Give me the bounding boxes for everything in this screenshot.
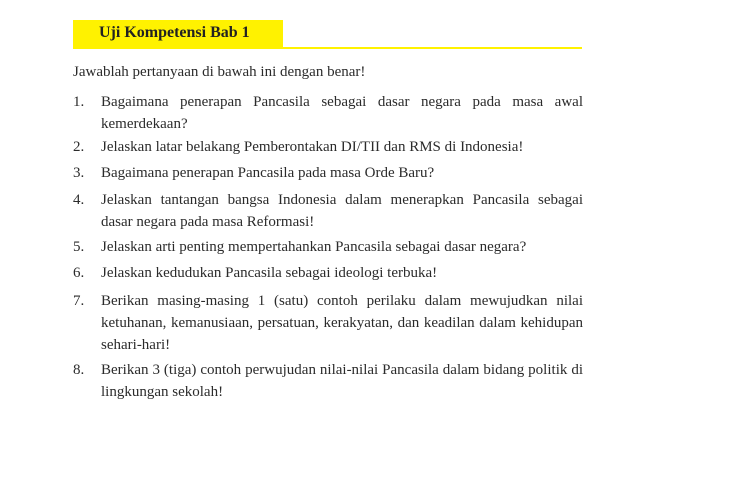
question-item: [73, 290, 583, 356]
question-item: [73, 236, 583, 258]
question-number: 7.: [73, 293, 85, 309]
question-text: Berikan masing-masing 1 (satu) contoh perilaku dalam mewujudkan nilai ketuhanan, kemanusiaan, persatuan, kerakyatan, dan keadilan dalam kehidupan sehari-hari!: [101, 293, 583, 353]
question-number: 5.: [73, 239, 85, 255]
question-text: Jelaskan kedudukan Pancasila sebagai ideologi terbuka!: [101, 265, 438, 281]
question-number: 3.: [73, 165, 85, 181]
section-title: Uji Kompetensi Bab 1: [99, 24, 250, 41]
question-text: Jelaskan tantangan bangsa Indonesia dalam menerapkan Pancasila sebagai dasar negara pada masa Reformasi!: [101, 192, 583, 230]
question-number: 2.: [73, 139, 85, 155]
question-text: Berikan 3 (tiga) contoh perwujudan nilai-nilai Pancasila dalam bidang politik di lingkungan sekolah!: [101, 362, 583, 400]
header-underline: [73, 47, 582, 49]
question-text: Bagaimana penerapan Pancasila sebagai dasar negara pada masa awal kemerdekaan?: [101, 94, 583, 132]
question-item: [73, 162, 583, 184]
question-item: [73, 262, 583, 284]
instructions: Jawablah pertanyaan di bawah ini dengan benar!: [73, 64, 366, 80]
question-number: 6.: [73, 265, 85, 281]
question-text: Jelaskan arti penting mempertahankan Pancasila sebagai dasar negara?: [101, 239, 527, 255]
question-item: [73, 91, 583, 135]
question-number: 1.: [73, 94, 85, 110]
question-item: [73, 136, 583, 158]
question-number: 8.: [73, 362, 85, 378]
question-item: [73, 189, 583, 233]
question-text: Bagaimana penerapan Pancasila pada masa Orde Baru?: [101, 165, 435, 181]
question-item: [73, 359, 583, 403]
question-number: 4.: [73, 192, 85, 208]
question-text: Jelaskan latar belakang Pemberontakan DI/TII dan RMS di Indonesia!: [101, 139, 524, 155]
